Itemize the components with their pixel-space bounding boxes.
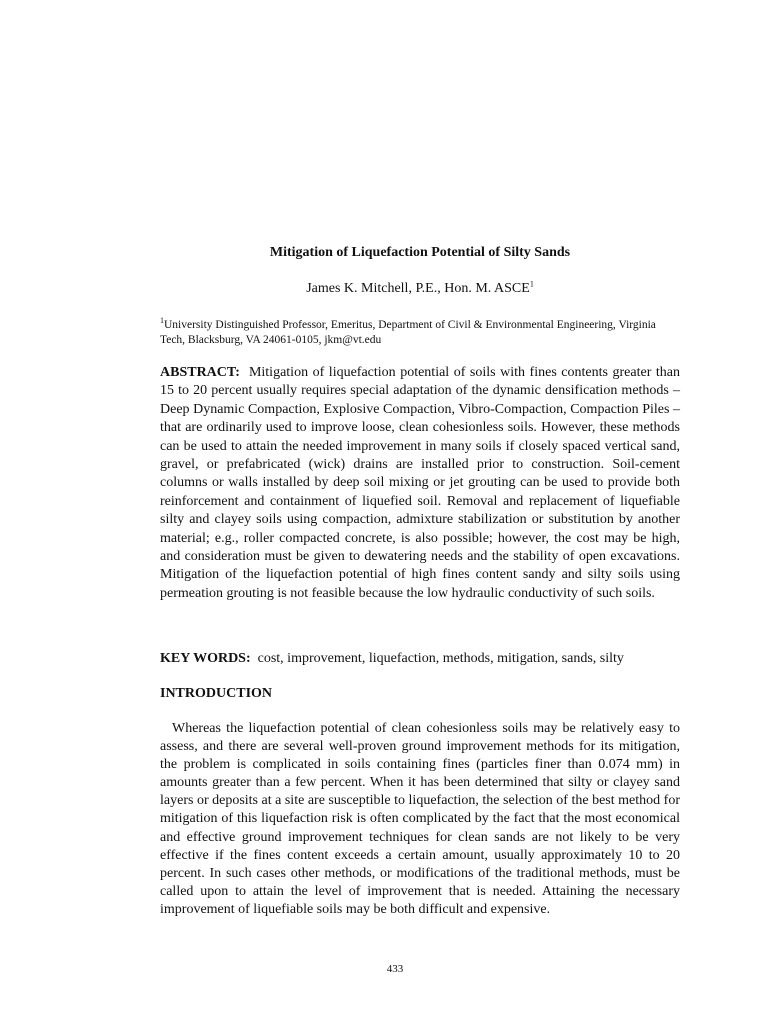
author-superscript: 1: [529, 279, 534, 289]
paper-title: Mitigation of Liquefaction Potential of Silty Sands: [269, 245, 571, 260]
affiliation: [160, 318, 680, 347]
author-line: [160, 280, 680, 298]
affiliation-text: University Distinguished Professor, Emeritus, Department of Civil & Environmental Engineering, Virginia Tech, Blacksburg, VA 24061-0105, jkm@vt.edu: [160, 319, 656, 346]
abstract-text: Mitigation of liquefaction potential of soils with fines contents greater than 15 to 20 percent usually requires special adaptation of the dynamic densification methods – Deep Dynamic Compaction, Explosive Compaction, Vibro-Compaction, Compaction Piles – that are ordinarily used to improve loose, clean cohesionless soils. However, these methods can be used to attain the needed improvement in many soils if closely spaced vertical sand, gravel, or prefabricated (wick) drains are installed prior to construction. Soil-cement columns or walls installed by deep soil mixing or jet grouting can be used to provide both reinforcement and containment of liquefied soil. Removal and replacement of liquefiable silty and clayey soils using compaction, admixture stabilization or substitution by another material; e.g., roller compacted concrete, is also possible; however, the cost may be high, and consideration must be given to dewatering needs and the stability of open excavations. Mitigation of the liquefaction potential of high fines content sandy and silty soils using permeation grouting is not feasible because the low hydraulic conductivity of such soils.: [160, 365, 680, 601]
section-heading-introduction: INTRODUCTION: [160, 686, 273, 701]
keywords-label: KEY WORDS:: [160, 651, 251, 666]
author-name: James K. Mitchell, P.E., Hon. M. ASCE: [306, 281, 530, 296]
keywords-text: cost, improvement, liquefaction, methods, mitigation, sands, silty: [257, 651, 624, 666]
page-number: 433: [386, 963, 404, 975]
affiliation-superscript: 1: [160, 316, 164, 326]
introduction-paragraph: Whereas the liquefaction potential of clean cohesionless soils may be relatively easy to assess, and there are several well-proven ground improvement methods for its mitigation, the problem is complicated in soils containing fines (particles finer than 0.074 mm) in amounts greater than a few percent. When it has been determined that silty or clayey sand layers or deposits at a site are susceptible to liquefaction, the selection of the best method for mitigation of this liquefaction risk is often complicated by the fact that the most economical and effective ground improvement techniques for clean sands are not likely to be very effective if the fines content exceeds a certain amount, usually approximately 10 to 20 percent. In such cases other methods, or modifications of the traditional methods, must be called upon to attain the level of improvement that is needed. Attaining the necessary improvement of liquefiable soils may be both difficult and expensive.: [160, 721, 680, 917]
paper-page: [160, 0, 680, 1024]
abstract-label: ABSTRACT:: [160, 365, 240, 380]
keywords: [160, 650, 680, 668]
abstract: [160, 364, 680, 603]
